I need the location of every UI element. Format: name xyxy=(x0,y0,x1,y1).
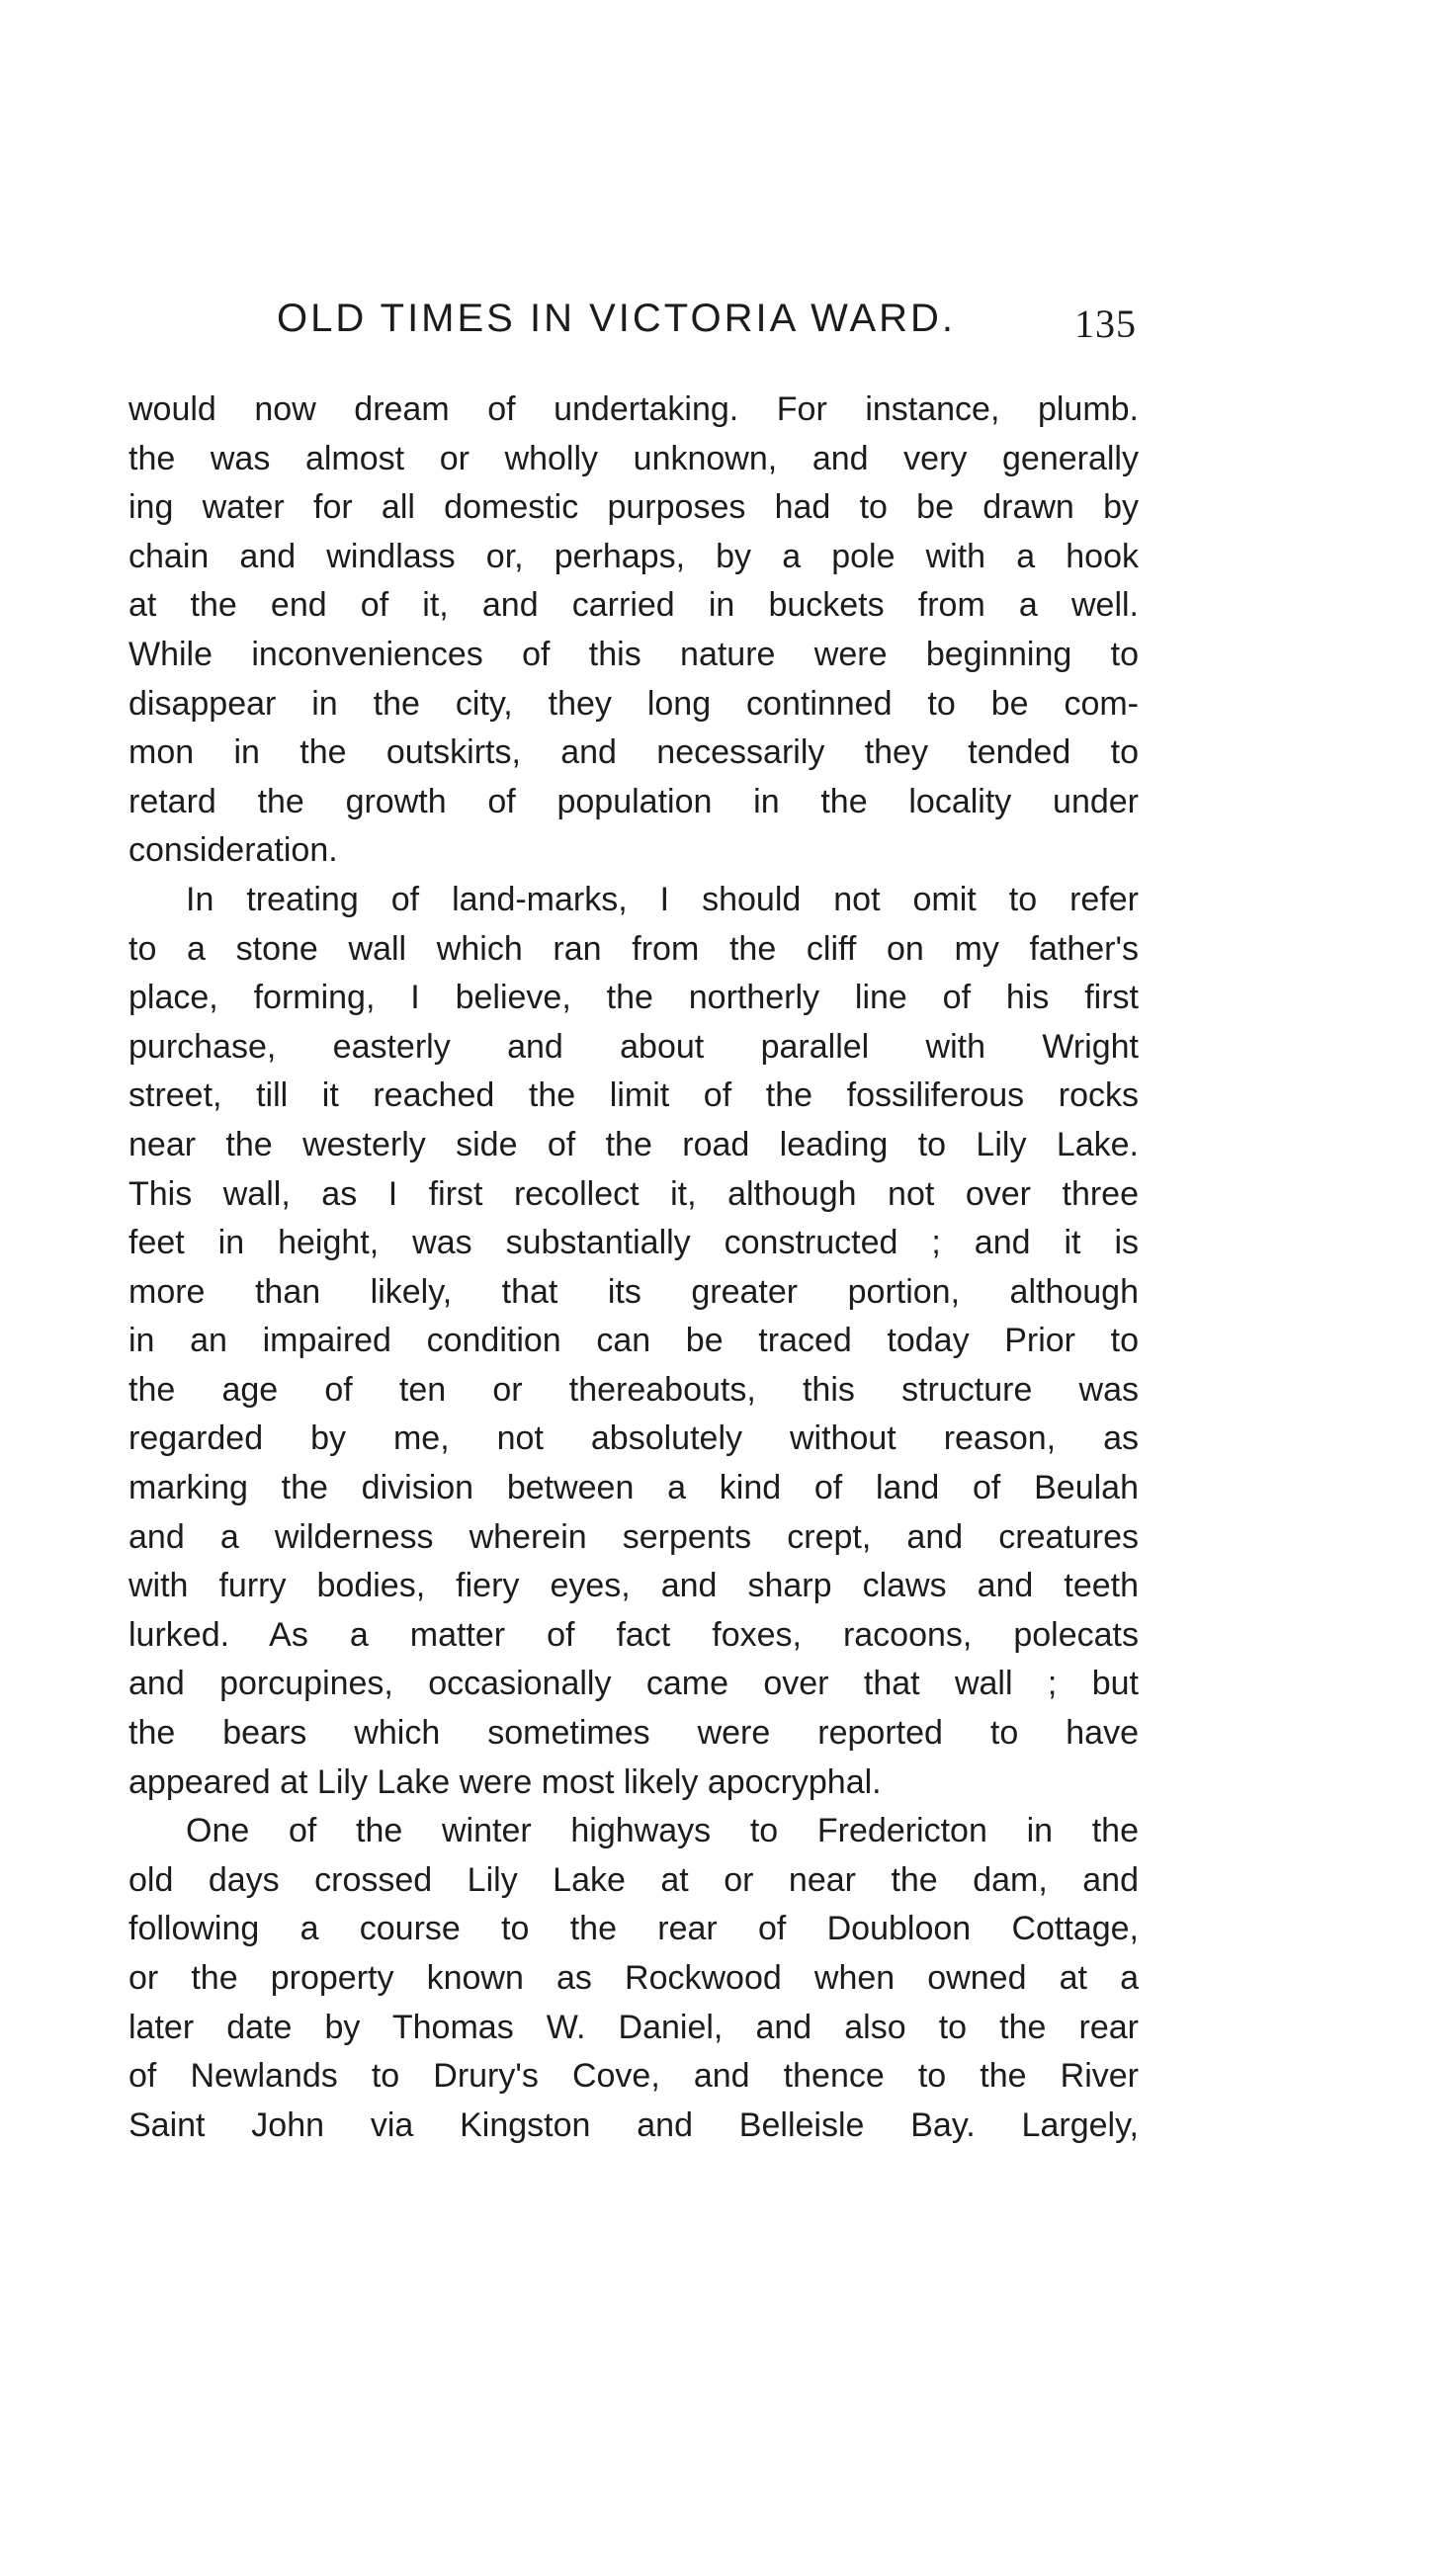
text-line: old days crossed Lily Lake at or near the dam, and xyxy=(128,1860,1139,1899)
text-line: in an impaired condition can be traced today Prior to xyxy=(128,1322,1139,1360)
text-line: lurked. As a matter of fact foxes, racoons, polecats xyxy=(128,1615,1139,1654)
text-line: While inconveniences of this nature were beginning to xyxy=(128,635,1139,673)
text-line: of Newlands to Drury's Cove, and thence to the River xyxy=(128,2057,1139,2096)
text-line: or the property known as Rockwood when owned at a xyxy=(128,1959,1139,1997)
text-line: near the westerly side of the road leading to Lily Lake. xyxy=(128,1125,1139,1163)
text-line: would now dream of undertaking. For instance, plumb. xyxy=(128,390,1139,428)
text-line: mon in the outskirts, and necessarily they tended to xyxy=(128,733,1139,772)
page-number: 135 xyxy=(1074,301,1137,346)
text-line: the age of ten or thereabouts, this structure was xyxy=(128,1370,1139,1409)
text-line: consideration. xyxy=(128,831,338,870)
text-line: the bears which sometimes were reported to have xyxy=(128,1714,1139,1753)
text-line: In treating of land-marks, I should not omit to refer xyxy=(186,880,1139,918)
text-line: feet in height, was substantially constructed ; and it is xyxy=(128,1224,1139,1262)
running-title: OLD TIMES IN VICTORIA WARD. xyxy=(277,297,957,340)
text-line: the was almost or wholly unknown, and very generally xyxy=(128,439,1139,477)
text-line: regarded by me, not absolutely without reason, as xyxy=(128,1419,1139,1458)
text-line: chain and windlass or, perhaps, by a pole with a hook xyxy=(128,537,1139,575)
text-line: purchase, easterly and about parallel with Wright xyxy=(128,1027,1139,1066)
text-line: ing water for all domestic purposes had to be drawn by xyxy=(128,488,1139,527)
text-line: This wall, as I first recollect it, although not over three xyxy=(128,1174,1139,1213)
body-text xyxy=(128,386,1139,2150)
text-line: appeared at Lily Lake were most likely apocryphal. xyxy=(128,1762,882,1801)
text-line: One of the winter highways to Fredericton in the xyxy=(186,1812,1139,1850)
text-line: marking the division between a kind of land of Beulah xyxy=(128,1469,1139,1507)
text-line: retard the growth of population in the locality under xyxy=(128,782,1139,820)
text-line: Saint John via Kingston and Belleisle Bay. Largely, xyxy=(128,2105,1139,2144)
text-line: at the end of it, and carried in buckets from a well. xyxy=(128,586,1139,625)
text-line: with furry bodies, fiery eyes, and sharp claws and teeth xyxy=(128,1567,1139,1605)
text-line: following a course to the rear of Doubloon Cottage, xyxy=(128,1910,1139,1948)
text-line: to a stone wall which ran from the cliff on my father's xyxy=(128,929,1139,968)
text-line: street, till it reached the limit of the fossiliferous rocks xyxy=(128,1076,1139,1115)
text-line: disappear in the city, they long continned to be com- xyxy=(128,684,1139,723)
text-line: place, forming, I believe, the northerly line of his first xyxy=(128,979,1139,1017)
text-line: and porcupines, occasionally came over that wall ; but xyxy=(128,1665,1139,1703)
text-line: and a wilderness wherein serpents crept, and creatures xyxy=(128,1517,1139,1556)
text-line: more than likely, that its greater portion, although xyxy=(128,1272,1139,1311)
text-line: later date by Thomas W. Daniel, and also to the rear xyxy=(128,2008,1139,2046)
running-head xyxy=(128,297,1137,356)
